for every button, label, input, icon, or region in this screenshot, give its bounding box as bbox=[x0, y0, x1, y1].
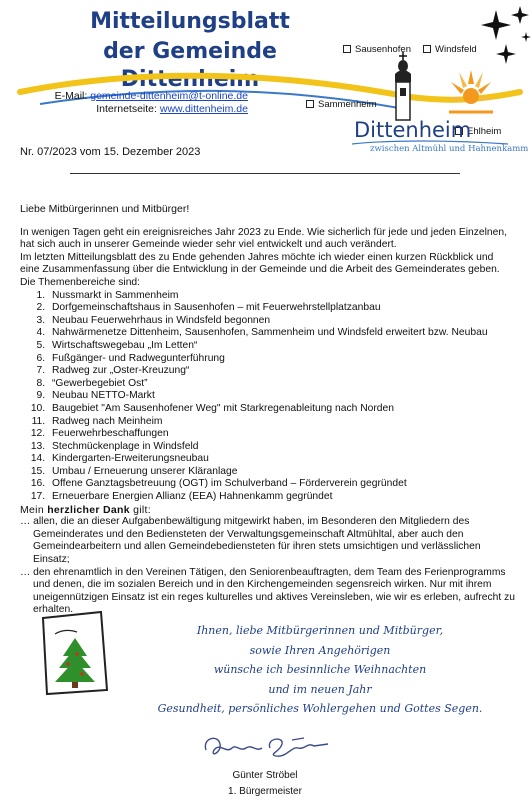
letter-body bbox=[20, 203, 515, 617]
website-link[interactable]: www.dittenheim.de bbox=[159, 103, 248, 115]
email-row bbox=[38, 90, 248, 103]
list-item: 10. Baugebiet "Am Sausenhofener Weg" mit Starkregenableitung nach Norden bbox=[48, 403, 515, 416]
place-marker-icon bbox=[423, 45, 431, 53]
list-item: 11. Radweg nach Meinheim bbox=[48, 416, 515, 429]
list-item: 17. Erneuerbare Energien Allianz (EEA) Hahnenkamm gegründet bbox=[48, 491, 515, 504]
stars-icon bbox=[476, 4, 532, 70]
header-divider bbox=[70, 173, 460, 174]
christmas-tree-card-icon bbox=[35, 608, 115, 698]
handwritten-signature bbox=[196, 728, 336, 768]
email-link[interactable]: gemeinde-dittenheim@t-online.de bbox=[90, 90, 248, 102]
wishes-line-3: wünsche ich besinnliche Weihnachten bbox=[213, 663, 427, 676]
list-item: 7. Radweg zur „Oster-Kreuzung“ bbox=[48, 365, 515, 378]
list-item: 6. Fußgänger- und Radwegunterführung bbox=[48, 353, 515, 366]
masthead-title-line1: Mitteilungsblatt bbox=[90, 9, 290, 34]
list-item: 5. Wirtschaftswegebau „Im Letten“ bbox=[48, 340, 515, 353]
place-windsfeld: Windsfeld bbox=[423, 44, 477, 55]
brand-subtitle: zwischen Altmühl und Hahnenkamm bbox=[370, 144, 529, 154]
list-item: 16. Offene Ganztagsbetreuung (OGT) im Schulverband – Förderverein gegründet bbox=[48, 478, 515, 491]
brand-underline bbox=[350, 138, 510, 148]
list-item: 14. Kindergarten-Erweiterungsneubau bbox=[48, 453, 515, 466]
signatory-name: Günter Ströbel bbox=[232, 770, 298, 781]
list-item: 13. Stechmückenplage in Windsfeld bbox=[48, 441, 515, 454]
list-item: 1. Nussmarkt in Sammenheim bbox=[48, 290, 515, 303]
issue-number: Nr. 07/2023 vom 15. Dezember 2023 bbox=[20, 146, 201, 158]
wishes-line-1: Ihnen, liebe Mitbürgerinnen und Mitbürger, bbox=[196, 624, 444, 637]
signatory-role: 1. Bürgermeister bbox=[228, 786, 302, 797]
topics-list bbox=[20, 290, 515, 504]
place-sausenhofen: Sausenhofen bbox=[343, 44, 411, 55]
thanks-heading: Mein herzlicher Dank gilt: bbox=[20, 503, 151, 516]
place-sammenheim: Sammenheim bbox=[306, 99, 377, 110]
list-item: 9. Neubau NETTO-Markt bbox=[48, 390, 515, 403]
brand-name: Dittenheim bbox=[354, 118, 472, 142]
list-item: 12. Feuerwehrbeschaffungen bbox=[48, 428, 515, 441]
christmas-wishes bbox=[140, 621, 500, 719]
greeting: Liebe Mitbürgerinnen und Mitbürger! bbox=[20, 203, 190, 215]
wishes-line-2: sowie Ihren Angehörigen bbox=[249, 643, 391, 657]
masthead-title-line2: der Gemeinde Dittenheim bbox=[103, 39, 277, 92]
list-item: 15. Umbau / Erneuerung unserer Kläranlage bbox=[48, 466, 515, 479]
topics-label: Die Themenbereiche sind: bbox=[20, 276, 141, 288]
thanks-paragraph-1: … allen, die an dieser Aufgabenbewältigung mitgewirkt haben, im Besonderen den Mitgliedern des Gemeinderates und den Bediensteten der Verwaltungsgemeinschaft Altmühltal, aber auch den Gemeindearbeitern und allen Gemeindebediensteten für ihren stets umsichtigen und verlässlichen Einsatz; bbox=[20, 516, 481, 566]
intro-paragraph-1: In wenigen Tagen geht ein ereignisreiches Jahr 2023 zu Ende. Wie sicherlich für jede und jeden Einzelnen, hat sich auch in unserer Gemeinde wieder sehr viel entwickelt und auch verändert. bbox=[20, 226, 507, 251]
place-marker-icon bbox=[343, 45, 351, 53]
sun-icon bbox=[445, 66, 497, 118]
place-ehlheim: Ehlheim bbox=[455, 126, 501, 137]
list-item: 3. Neubau Feuerwehrhaus in Windsfeld begonnen bbox=[48, 315, 515, 328]
list-item: 2. Dorfgemeinschaftshaus in Sausenhofen – mit Feuerwehrstellplatzanbau bbox=[48, 302, 515, 315]
wishes-line-4: und im neuen Jahr bbox=[268, 682, 372, 696]
church-tower-icon bbox=[385, 52, 421, 122]
list-item: 4. Nahwärmenetze Dittenheim, Sausenhofen, Sammenheim und Windsfeld erweitert bzw. Neubau bbox=[48, 327, 515, 340]
email-label: E-Mail: bbox=[54, 90, 88, 102]
place-marker-icon bbox=[306, 100, 314, 108]
website-row bbox=[38, 103, 248, 116]
list-item: 8. “Gewerbegebiet Ost” bbox=[48, 378, 515, 391]
intro-paragraph-2: Im letzten Mitteilungsblatt des zu Ende gehenden Jahres möchte ich wieder einen kurzen Rückblick und eine Zusammenfassung über die Entwicklung in der Gemeinde und die Arbeit des Gemeinderates geben. bbox=[20, 251, 500, 276]
website-label: Internetseite: bbox=[96, 103, 157, 115]
thanks-paragraph-2: … den ehrenamtlich in den Vereinen Tätigen, den Seniorenbeauftragten, dem Team des Ferienprogramms und denen, die im sozialen Bereich und in den Kirchengemeinden segensreich wirken. Nur mit ihrem uneigennützigen Einsatz ist ein reges kulturelles und aktives Vereinsleben, wie wir es erleben, aufrecht zu erhalten. bbox=[20, 566, 515, 616]
wishes-line-5: Gesundheit, persönliches Wohlergehen und Gottes Segen. bbox=[157, 702, 483, 715]
